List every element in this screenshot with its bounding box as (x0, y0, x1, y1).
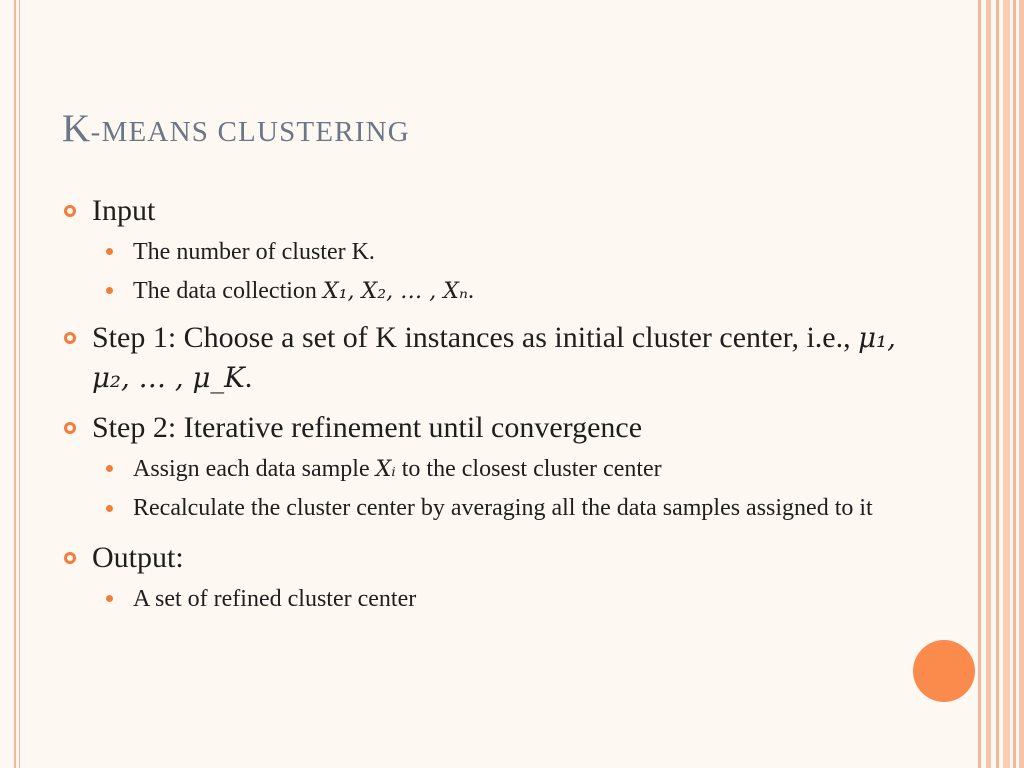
bullet-text: Output: (92, 541, 184, 574)
right-stripe-5 (1013, 0, 1016, 768)
dot-bullet-icon (106, 595, 113, 602)
sub-bullet-text: A set of refined cluster center (133, 586, 417, 612)
sub-bullet-text: Recalculate the cluster center by averaging all the data samples assigned to it (133, 495, 873, 521)
dot-bullet-icon (106, 505, 113, 512)
bullet-step-2 (62, 408, 942, 448)
math-mu-sequence: μ₁, μ₂, … , μ_K (92, 321, 896, 394)
sub-bullet-recalculate (62, 491, 942, 526)
title-rest: -MEANS CLUSTERING (90, 116, 410, 148)
sub-bullet-text: The number of cluster K. (133, 239, 375, 265)
orange-circle-icon (913, 640, 975, 702)
sub-bullet-data-collection (62, 273, 942, 310)
math-x-sequence: X₁, X₂, … , Xₙ (322, 279, 468, 304)
right-stripe-4 (1003, 0, 1010, 768)
ring-bullet-icon (64, 422, 76, 434)
bullet-after: . (244, 361, 253, 394)
title-initial: K (62, 107, 91, 150)
sub-bullet-after: to the closest cluster center (395, 456, 662, 482)
slide-content (62, 185, 942, 617)
sub-bullet-number-of-clusters (62, 234, 942, 270)
right-stripe-6 (1019, 0, 1024, 768)
sub-bullet-assign (62, 451, 942, 488)
dot-bullet-icon (106, 248, 113, 255)
bullet-step-1 (62, 318, 942, 398)
bullet-text: Step 2: Iterative refinement until convergence (92, 411, 643, 444)
sub-bullet-text: The data collection (133, 278, 323, 304)
left-border-line-outer (14, 0, 16, 768)
dot-bullet-icon (106, 287, 113, 294)
math-xi: Xᵢ (375, 457, 396, 482)
ring-bullet-icon (64, 205, 76, 217)
right-stripe-2 (986, 0, 991, 768)
dot-bullet-icon (106, 465, 113, 472)
ring-bullet-icon (64, 552, 76, 564)
bullet-text: Input (92, 194, 156, 227)
slide-title (62, 106, 410, 151)
sub-bullet-text: Assign each data sample (133, 456, 376, 482)
sub-bullet-after: . (467, 278, 474, 304)
left-border-line-inner (19, 0, 20, 768)
bullet-input (62, 191, 942, 231)
right-stripe-3 (996, 0, 999, 768)
ring-bullet-icon (64, 332, 76, 344)
sub-bullet-refined-centers (62, 581, 942, 617)
bullet-output (62, 538, 942, 578)
right-stripe-1 (978, 0, 981, 768)
bullet-text: Step 1: Choose a set of K instances as initial cluster center, i.e., (92, 321, 859, 354)
